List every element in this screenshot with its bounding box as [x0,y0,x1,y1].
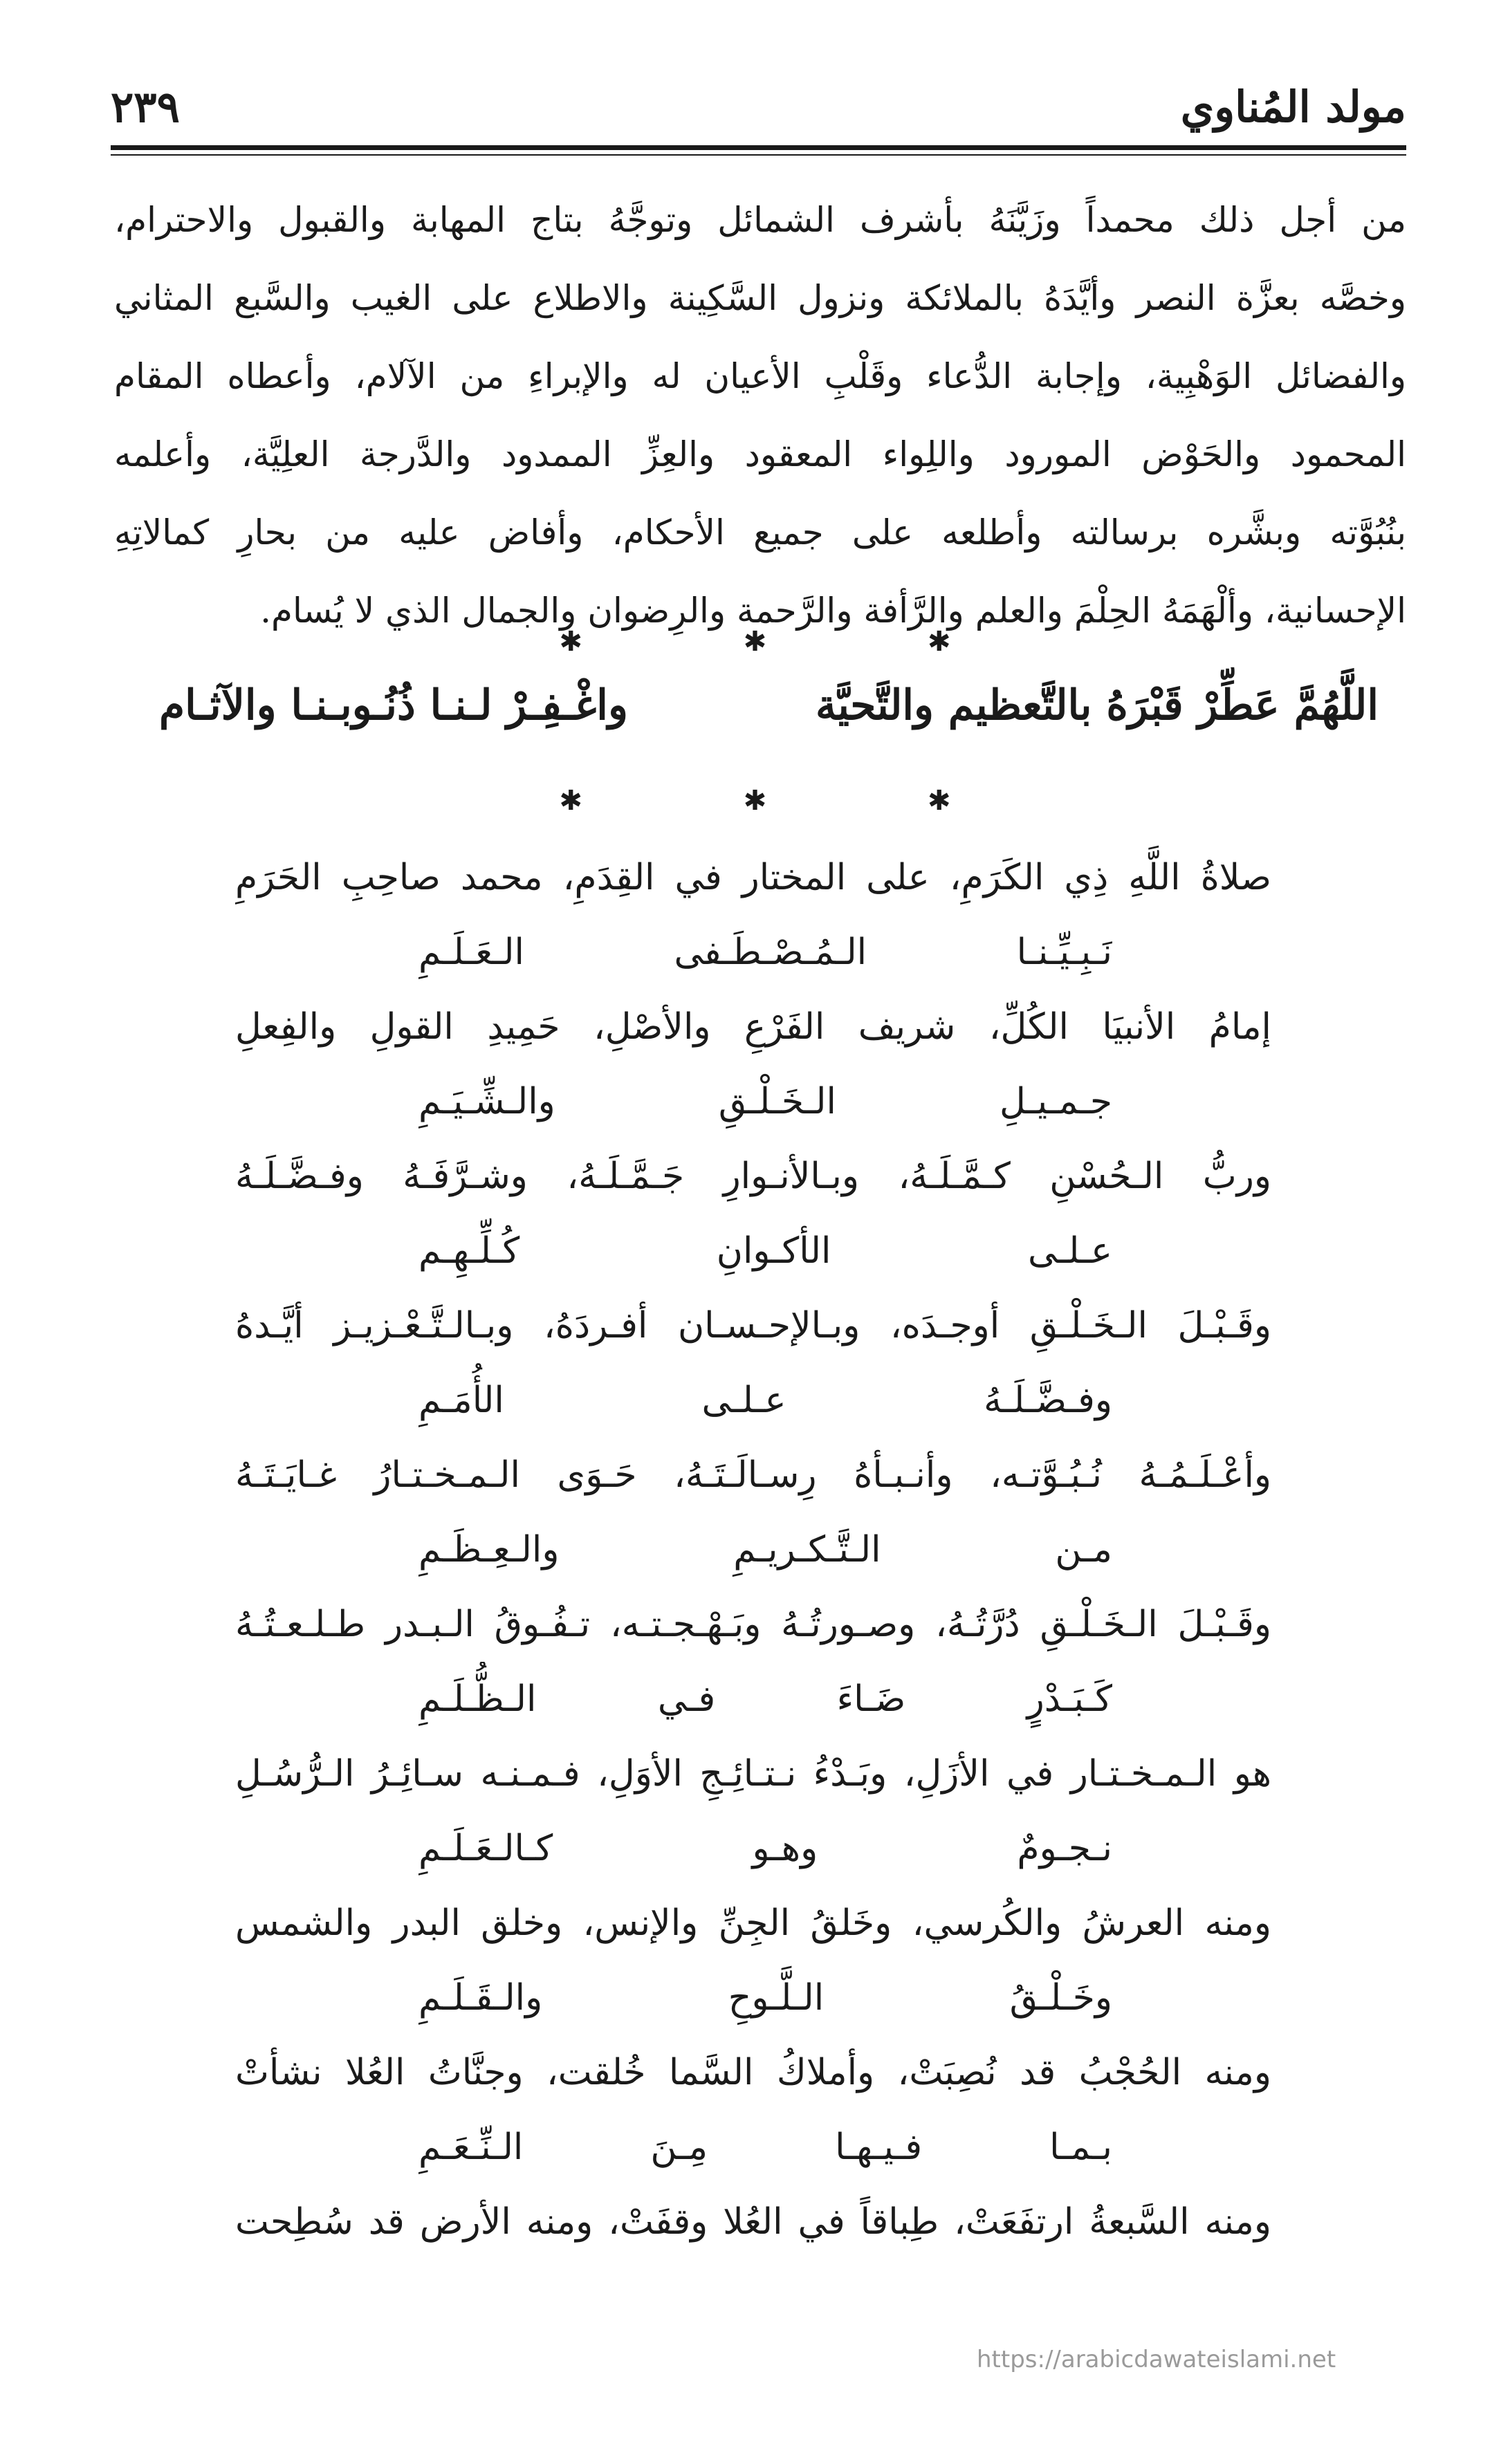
poem-refrain: عـلـى الأكـوانِ كُـلِّـهِـم [418,1230,1112,1272]
poem-stanza [235,1736,1271,1886]
poem-refrain: جـمـيـلِ الـخَـلْـقِ والـشِّـيَـمِ [418,1081,1112,1122]
page-header [111,82,1406,144]
poem-stanza [235,840,1271,990]
poem-refrain: مـن الـتَّـكـريـمِ والـعِـظَـمِ [418,1529,1112,1571]
prose-line: المحمود والحَوْض المورود واللِواء المعقود والعِزِّ الممدود والدَّرجة العلِيَّة، وأعلمه [114,434,1406,474]
poem-stanza [235,1438,1271,1587]
page-number: ٢٣٩ [111,82,180,132]
poem-verse: إمامُ الأنبيَا الكُلِّ، شريف الفَرْعِ والأصْلِ، حَمِيدِ القولِ والفِعلِ [235,1006,1271,1048]
poem-stanza [235,1886,1271,2035]
poem-verse: صلاةُ اللَّهِ ذِي الكَرَمِ، على المختار في القِدَمِ، محمد صاحِبِ الحَرَمِ [235,857,1271,898]
poem-refrain: نَـبِـيِّـنـا الـمُـصْـطَـفى الـعَـلَـمِ [418,932,1112,973]
poem-stanza [235,2035,1271,2185]
prayer-heading [159,681,1379,757]
prayer-second-half: واغْـفِـرْ لـنـا ذُنُـوبـنـا والآثـام [159,681,628,730]
poem-verse: ومنه الحُجْبُ قد نُصِبَتْ، وأملاكُ السَّما خُلقت، وجنَّاتُ العُلا نشأتْ [235,2052,1271,2093]
running-title: مولد المُناوي [1180,82,1406,132]
star-separator: ✱ ✱ ✱ [559,785,1027,817]
header-rule [111,145,1406,150]
poem-verse: ومنه العرشُ والكُرسي، وخَلقُ الجِنِّ والإنس، وخلق البدر والشمس [235,1902,1271,1944]
poem-verse: وقَـبْـلَ الـخَـلْـقِ دُرَّتُـهُ، وصـورتُـهُ وبَـهْـجـتـه، تـفُـوقُ الـبـدر طـلـعـتُـهُ [235,1604,1271,1645]
poem-stanza [235,990,1271,1139]
poem-stanza [235,1139,1271,1288]
prose-line: من أجل ذلك محمداً وزَيَّنَهُ بأشرف الشمائل وتوجَّهُ بتاج المهابة والقبول والاحترام، [114,200,1406,240]
poem-verse: وأعْـلَـمُـهُ نُـبُـوَّتـه، وأنـبـأهُ رِسـالَـتَـهُ، حَـوَى الـمـخـتـارُ غـايَـتَـهُ [235,1454,1271,1496]
prose-line: وخصَّه بعزَّة النصر وأيَّدَهُ بالملائكة ونزول السَّكِينة والاطلاع على الغيب والسَّبع المثاني [114,278,1406,318]
prose-paragraph [114,181,1406,650]
star-separator: ✱ ✱ ✱ [559,626,1027,658]
poem-refrain: وفـضَّـلَـهُ عـلـى الأُمَـمِ [418,1380,1112,1421]
poem-verse: هو الـمـخـتـار في الأزَلِ، وبَـدْءُ نـتـائِـجِ الأوَلِ، فـمـنـه سـائِـرُ الـرُّسُـلِ [235,1753,1271,1795]
header-rule-thin [111,154,1406,156]
poem-refrain: وخَـلْـقُ الـلَّـوحِ والـقَـلَـمِ [418,1977,1112,2019]
poem-verse: وربُّ الـحُسْنِ كـمَّـلَـهُ، وبـالأنـوارِ جَـمَّـلَـهُ، وشـرَّفَـهُ وفـضَّـلَـهُ [235,1156,1271,1197]
poem [235,840,1271,2259]
poem-refrain: نـجـومٌ وهـو كـالـعَـلَـمِ [418,1828,1112,1869]
poem-stanza [235,1288,1271,1438]
watermark-url: https://arabicdawateislami.net [977,2346,1336,2373]
poem-refrain: بـمـا فـيـهـا مِـنَ الـنِّـعَـمِ [418,2127,1112,2168]
prose-line: بنُبُوَّته وبشَّره برسالته وأطلعه على جميع الأحكام، وأفاض عليه من بحارِ كمالاتِهِ [114,512,1406,553]
poem-stanza [235,2185,1271,2259]
poem-stanza [235,1587,1271,1736]
prose-line: الإحسانية، وألْهَمَهُ الحِلْمَ والعلم والرَّأفة والرَّحمة والرِضوان والجمال الذي لا يُسام. [260,591,1406,631]
poem-verse: وقَـبْـلَ الـخَـلْـقِ أوجـدَه، وبـالإحـسـان أفـردَهُ، وبـالـتَّـعْـزيـز أيَّـدهُ [235,1305,1271,1346]
prose-line: والفضائل الوَهْبِية، وإجابة الدُّعاء وقَلْبِ الأعيان له والإبراءِ من الآلام، وأعطاه المقام [114,356,1406,396]
poem-refrain: كَـبَـدْرٍ ضَـاءَ فـي الـظُّـلَـمِ [418,1678,1112,1720]
prayer-first-half: اللَّهُمَّ عَطِّرْ قَبْرَهُ بالتَّعظيم والتَّحيَّة [815,681,1379,730]
poem-verse: ومنه السَّبعةُ ارتفَعَتْ، طِباقاً في العُلا وقفَتْ، ومنه الأرض قد سُطِحت [235,2201,1271,2243]
